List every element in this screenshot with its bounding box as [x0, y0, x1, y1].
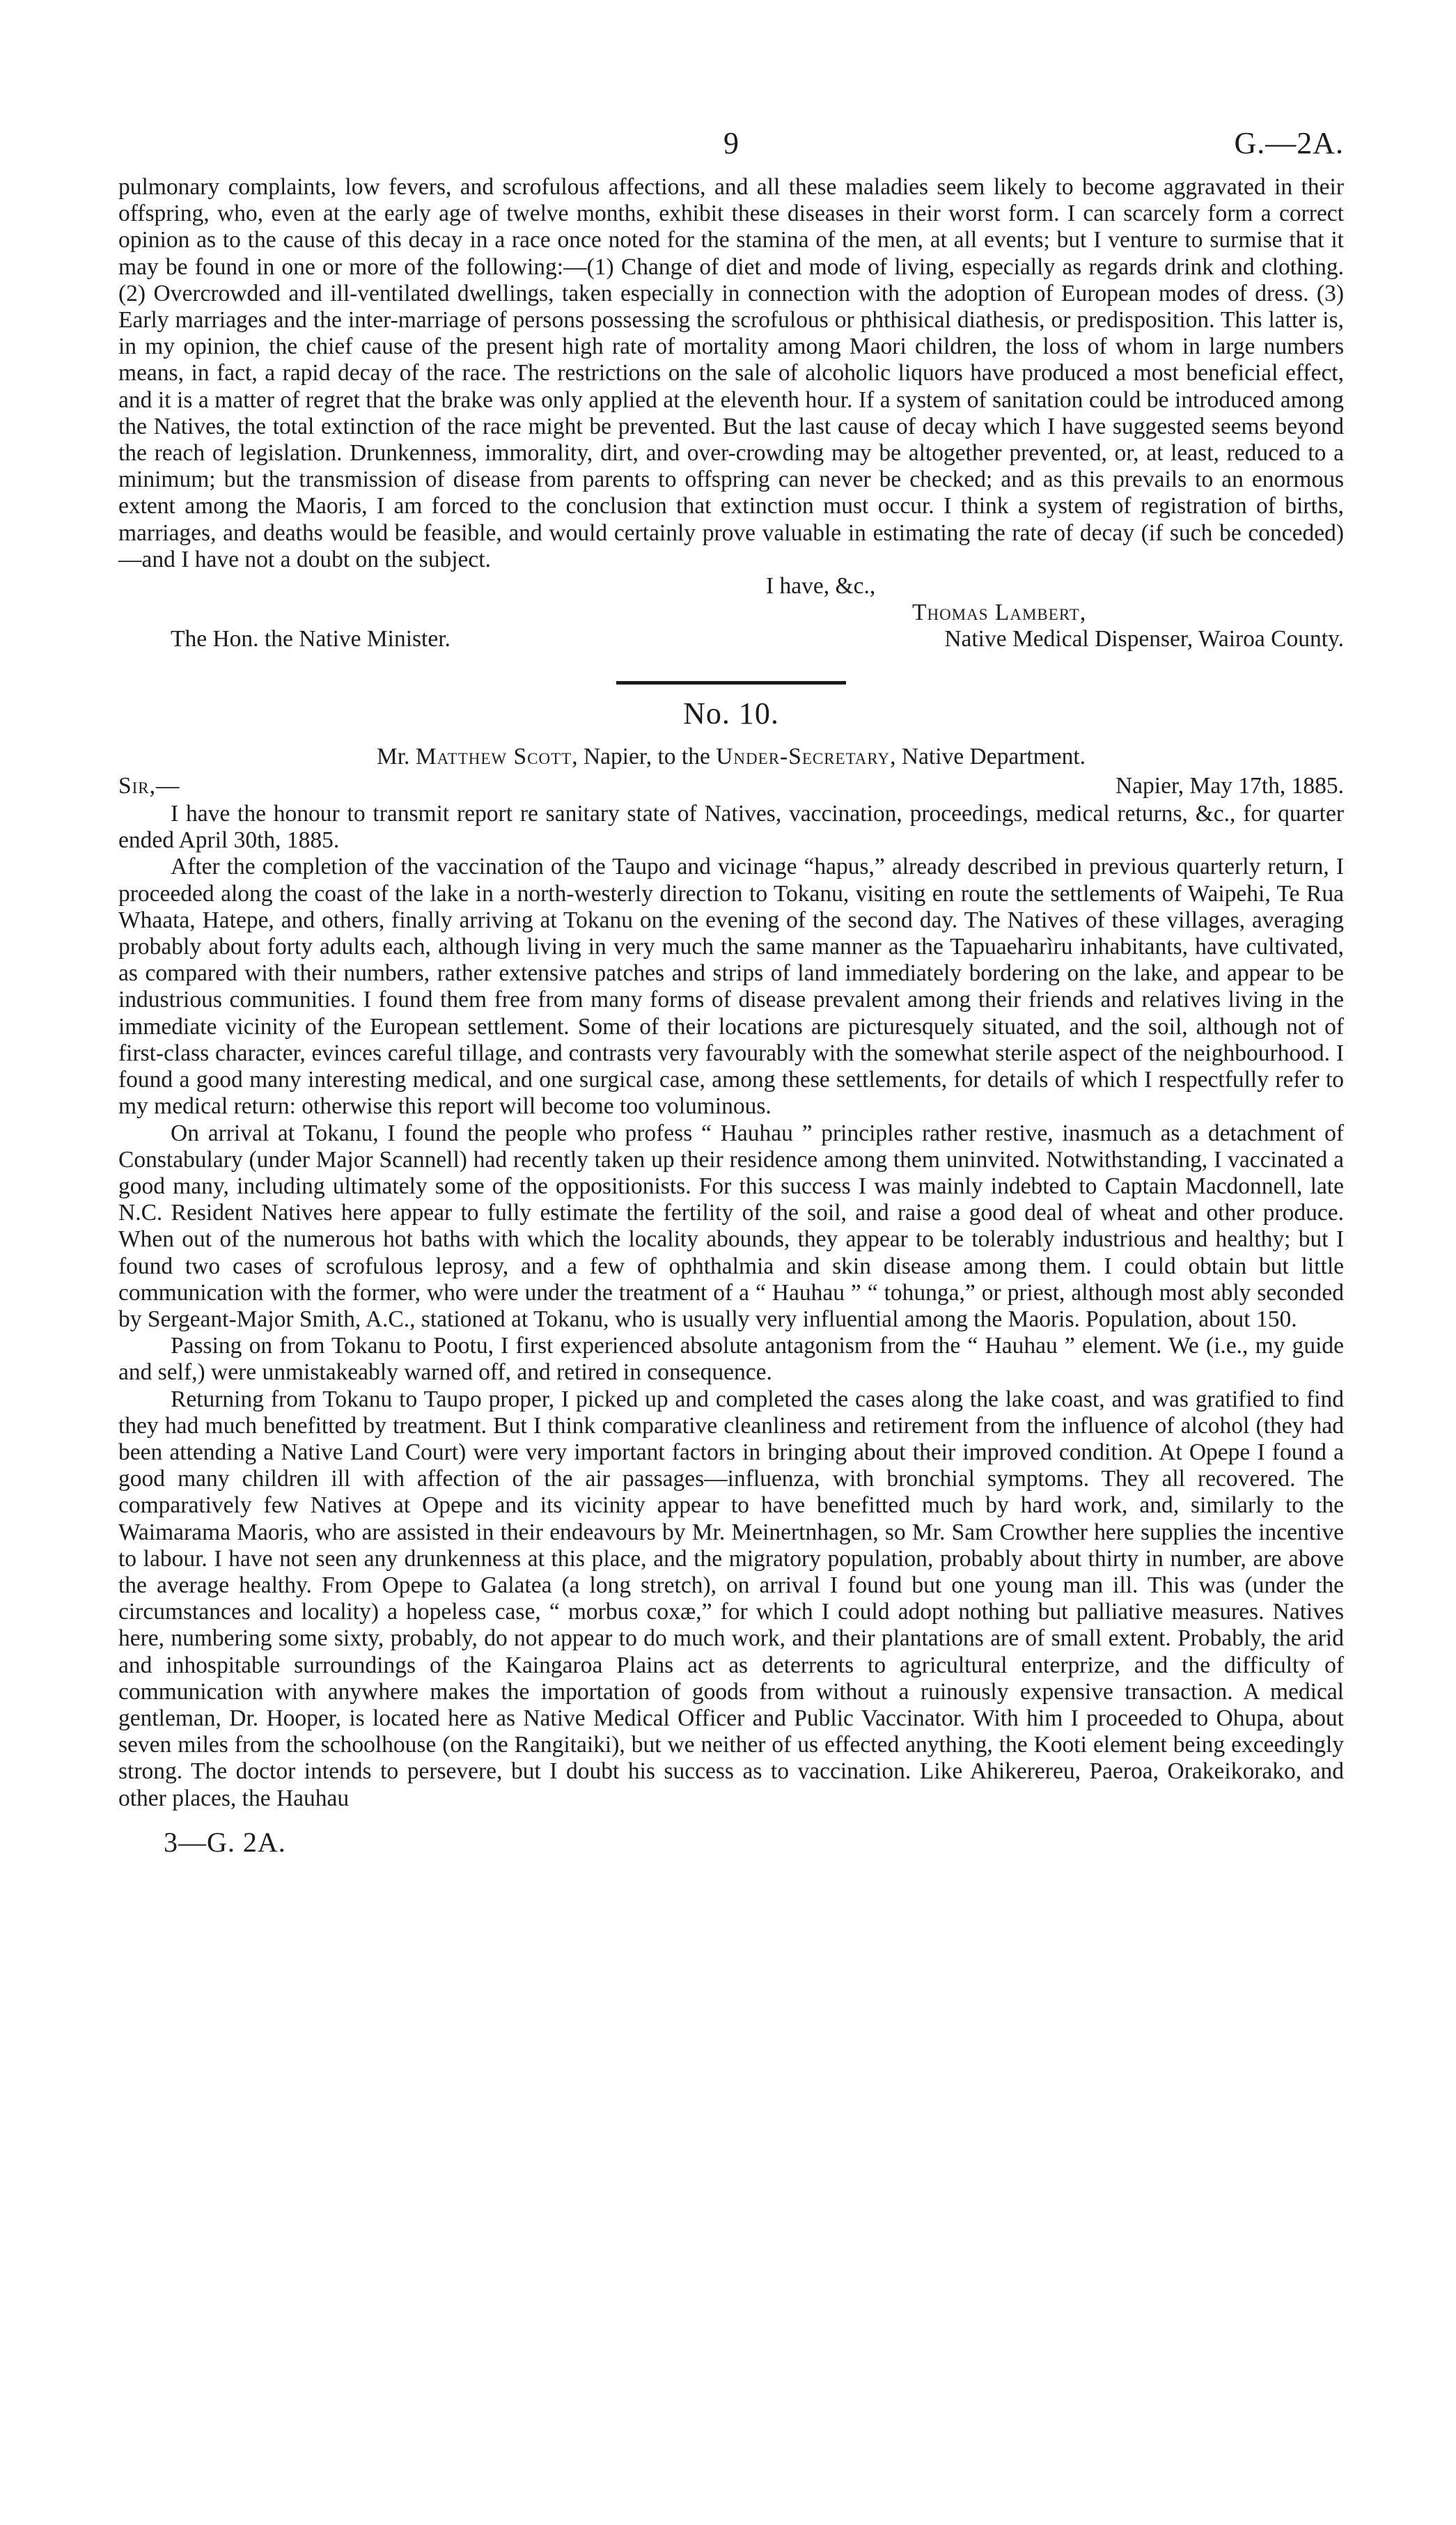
salutation-row: [118, 773, 1344, 799]
previous-letter-closing: [118, 573, 1344, 653]
closing-row: [118, 626, 1344, 652]
closing-phrase: I have, &c.,: [766, 573, 876, 600]
letter-paragraph: I have the honour to transmit report re sanitary state of Natives, vaccination, proceedings, medical returns, &c., for quarter ended April 30th, 1885.: [118, 801, 1344, 854]
letter-number: No. 10.: [683, 696, 779, 730]
document-page: [118, 125, 1344, 1859]
to-name: Under-Secretary: [716, 743, 891, 769]
from-name: Matthew Scott: [415, 743, 572, 769]
page-header: [118, 125, 1344, 174]
previous-letter-body: [118, 174, 1344, 573]
salutation: Sir,—: [118, 772, 180, 799]
letter-paragraph: Returning from Tokanu to Taupo proper, I picked up and completed the cases along the lake coast, and was gratified to find they had much benefitted by treatment. But I think comparative cleanliness and retirement from the influence of alcohol (they had been attending a Native Land Court) were very important factors in bringing about their improved condition. At Opepe I found a good many children ill with affection of the air passages—influenza, with bronchial symptoms. They all recovered. The comparatively few Natives at Opepe and its vicinity appear to have benefitted much by hard work, and, similarly to the Waimarama Maoris, who are assisted in their endeavours by Mr. Meinertnhagen, so Mr. Sam Crowther here supplies the incentive to labour. I have not seen any drunkenness at this place, and the migratory population, probably about thirty in number, are above the average healthy. From Opepe to Galatea (a long stretch), on arrival I found but one young man ill. This was (under the circumstances and locality) a hopeless case, “ morbus coxæ,” for which I could adopt nothing but palliative measures. Natives here, numbering some sixty, probably, do not appear to do much work, and their plantations are of small extent. Probably, the arid and inhospitable surroundings of the Kaingaroa Plains act as deterrents to agricultural enterprize, and the difficulty of communication with anywhere makes the importation of goods from without a ruinously expensive transaction. A medical gentleman, Dr. Hooper, is located here as Native Medical Officer and Public Vaccinator. With him I proceeded to Ohupa, about seven miles from the schoolhouse (on the Rangitaiki), but we neither of us effected anything, the Kooti element being exceedingly strong. The doctor intends to persevere, but I doubt his success as to vaccination. Like Ahikerereu, Paeroa, Orakeikorako, and other places, the Hauhau: [118, 1386, 1344, 1811]
previous-letter-paragraph: pulmonary complaints, low fevers, and scrofulous affections, and all these maladies seem likely to become aggravated in their offspring, who, even at the early age of twelve months, exhibit these diseases in their worst form. I can scarcely form a correct opinion as to the cause of this decay in a race once noted for the stamina of the men, at all events; but I venture to surmise that it may be found in one or more of the following:—(1) Change of diet and mode of living, especially as regards drink and clothing. (2) Overcrowded and ill-ventilated dwellings, taken especially in connection with the adoption of European modes of dress. (3) Early marriages and the inter-marriage of persons possessing the scrofulous or phthisical diathesis, or predisposition. This latter is, in my opinion, the chief cause of the present high rate of mortality among Maori children, the loss of whom in large numbers means, in fact, a rapid decay of the race. The restrictions on the sale of alcoholic liquors have produced a most beneficial effect, and it is a matter of regret that the brake was only applied at the eleventh hour. If a system of sanitation could be introduced among the Natives, the total extinction of the race might be prevented. But the last cause of decay which I have suggested seems beyond the reach of legislation. Drunkenness, immorality, dirt, and over-crowding may be altogether prevented, or, at least, reduced to a minimum; but the transmission of disease from parents to offspring can never be checked; and as this prevails to an enormous extent among the Maoris, I am forced to the conclusion that extinction must occur. I think a system of registration of births, marriages, and deaths would be feasible, and would certainly prove valuable in estimating the rate of decay (if such be conceded)—and I have not a doubt on the subject.: [118, 174, 1344, 572]
place-date: Napier, May 17th, 1885.: [1115, 772, 1344, 799]
letter-paragraph: Passing on from Tokanu to Pootu, I first experienced absolute antagonism from the “ Hauhau ” element. We (i.e., my guide and self,) were unmistakeably warned off, and retired in consequence.: [118, 1333, 1344, 1386]
from-prefix: Mr.: [376, 743, 410, 769]
to-suffix: , Native Department.: [890, 743, 1086, 769]
addressee: The Hon. the Native Minister.: [171, 626, 451, 652]
document-code: G.—2A.: [1234, 126, 1344, 160]
letter-body: [118, 801, 1344, 1812]
section-divider: [616, 681, 846, 685]
letter-heading: [118, 744, 1344, 770]
letter-paragraph: After the completion of the vaccination of the Taupo and vicinage “hapus,” already described in previous quarterly return, I proceeded along the coast of the lake in a north-westerly direction to Tokanu, visiting en route the settlements of Waipehi, Te Rua Whaata, Hatepe, and others, finally arriving at Tokanu on the evening of the second day. The Natives of these villages, averaging probably about forty adults each, although living in very much the same manner as the Tapuaeharìru inhabitants, have cultivated, as compared with their numbers, rather extensive patches and strips of land immediately bordering on the lake, and appear to be industrious communities. I found them free from many forms of disease prevalent among their friends and relatives living in the immediate vicinity of the European settlement. Some of their locations are picturesquely situated, and the soil, although not of first-class character, evinces careful tillage, and contrasts very favourably with the somewhat sterile aspect of the neighbourhood. I found a good many interesting medical, and one surgical case, among these settlements, for details of which I respectfully refer to my medical return: otherwise this report will become too voluminous.: [118, 854, 1344, 1120]
footer-code: 3—G. 2A.: [164, 1826, 286, 1858]
page-number: 9: [723, 126, 739, 160]
letter-paragraph: On arrival at Tokanu, I found the people who profess “ Hauhau ” principles rather restive, inasmuch as a detachment of Constabulary (under Major Scannell) had recently taken up their residence among them uninvited. Notwithstanding, I vaccinated a good many, including ultimately some of the oppositionists. For this success I was mainly indebted to Captain Macdonnell, late N.C. Resident Natives here appear to fully estimate the fertility of the soil, and raise a good deal of wheat and other produce. When out of the numerous hot baths with which the locality abounds, they appear to be tolerably industrious and healthy; but I found two cases of scrofulous leprosy, and a few of ophthalmia and skin disease among them. I could obtain but little communication with the former, who were under the treatment of a “ Hauhau ” “ tohunga,” or priest, although most ably seconded by Sergeant-Major Smith, A.C., stationed at Tokanu, who is usually very influential among the Maoris. Population, about 150.: [118, 1120, 1344, 1332]
from-mid: , Napier, to the: [572, 743, 710, 769]
signatory-name: Thomas Lambert,: [912, 600, 1087, 626]
signatory-title: Native Medical Dispenser, Wairoa County.: [944, 626, 1344, 652]
